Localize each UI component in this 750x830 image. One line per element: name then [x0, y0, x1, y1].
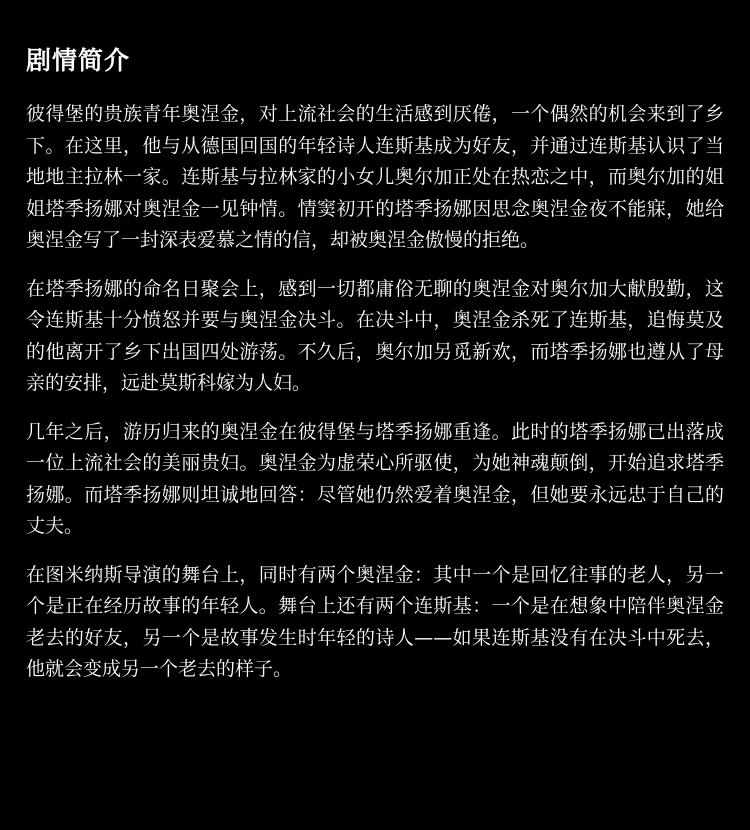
synopsis-paragraph-2: 在塔季扬娜的命名日聚会上，感到一切都庸俗无聊的奥涅金对奥尔加大献殷勤，这令连斯基十分愤怒并要与奥涅金决斗。在决斗中，奥涅金杀死了连斯基，追悔莫及的他离开了乡下出国四处游荡。不久后，奥尔加另觅新欢，而塔季扬娜也遵从了母亲的安排，远赴莫斯科嫁为人妇。: [26, 277, 724, 394]
section-title: 剧情简介: [26, 46, 131, 75]
synopsis-paragraph-4: 在图米纳斯导演的舞台上，同时有两个奥涅金：其中一个是回忆往事的老人，另一个是正在经历故事的年轻人。舞台上还有两个连斯基：一个是在想象中陪伴奥涅金老去的好友，另一个是故事发生时年轻的诗人——如果连斯基没有在决斗中死去，他就会变成另一个老去的样子。: [26, 563, 724, 680]
synopsis-paragraph-3: 几年之后，游历归来的奥涅金在彼得堡与塔季扬娜重逢。此时的塔季扬娜已出落成一位上流社会的美丽贵妇。奥涅金为虚荣心所驱使，为她神魂颠倒，开始追求塔季扬娜。而塔季扬娜则坦诚地回答：尽管她仍然爱着奥涅金，但她要永远忠于自己的丈夫。: [26, 420, 724, 537]
synopsis-paragraph-1: 彼得堡的贵族青年奥涅金，对上流社会的生活感到厌倦，一个偶然的机会来到了乡下。在这里，他与从德国回国的年轻诗人连斯基成为好友，并通过连斯基认识了当地地主拉林一家。连斯基与拉林家的小女儿奥尔加正处在热恋之中，而奥尔加的姐姐塔季扬娜对奥涅金一见钟情。情窦初开的塔季扬娜因思念奥涅金夜不能寐，她给奥涅金写了一封深表爱慕之情的信，却被奥涅金傲慢的拒绝。: [26, 103, 724, 251]
